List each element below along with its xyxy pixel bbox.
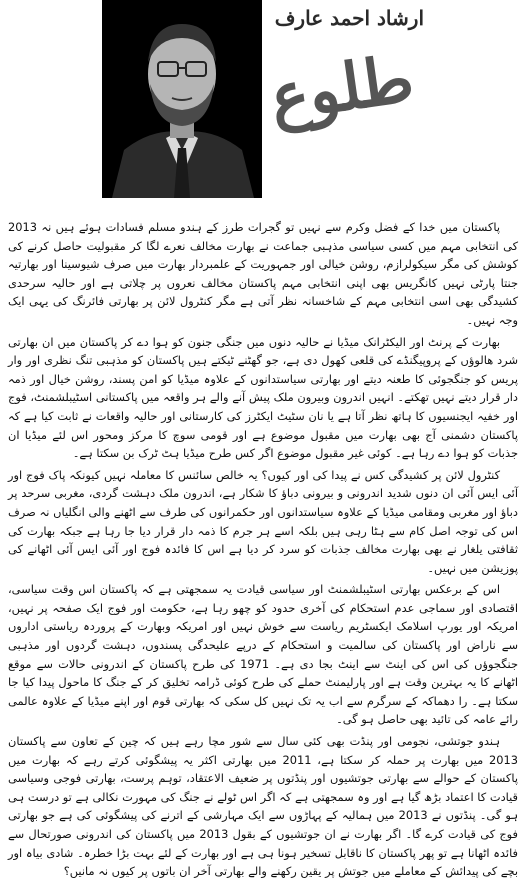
article-paragraph: پاکستان میں خدا کے فضل وکرم سے نہیں تو گجرات طرز کے ہندو مسلم فسادات ہوئے ہیں نہ 2013 کی انتخابی مہم میں کسی سیاسی مذہبی جماعت نے بھارت مخالف نعرے لگا کر مقبولیت حاصل کرنے کی کوشش کی مگر سیکولرازم، روشن خیالی اور جمہوریت کے علمبردار بھارت میں صرف شیوسینا اور بھارتیہ جنتا پارٹی نہیں کانگریس بھی اپنی انتخابی مہم پاکستان مخالف نعروں پر چلاتی ہے اور حالیہ سرحدی کشیدگی بھی اسی انتخابی مہم کے شاخسانہ نظر آتی ہے مگر کنٹرول لائن پر بھارتی فائرنگ کی یہی ایک وجہ نہیں۔ — [8, 220, 518, 327]
author-photo — [102, 0, 262, 198]
author-byline: ارشاد احمد عارف — [274, 6, 424, 30]
article-body — [8, 218, 518, 879]
article-paragraph: بھارت کے پرنٹ اور الیکٹرانک میڈیا نے حالیہ دنوں میں جنگی جنون کو ہوا دے کر پاکستان میں ان بھارتی شرد ھالوؤں کے پروپیگنڈے کی قلعی کھول دی ہے، جو گھٹنے ٹیکتے ہیں پاکستان کو مذہبی تنگ نظری اور وار پریس کو جنگجوئی کا طعنہ دیتے اور بھارتی سیاستدانوں کے علاوہ میڈیا کو امن پسند، روشن خیال اور ذمہ دار قرار دیتے نہیں تھکتے۔ انہیں اندرون وبیرون ملک پیش آنے والے ہر واقعہ میں پاکستانی اسٹیبلشمنٹ، فوج اور خفیہ ایجنسیوں کا ہاتھ نظر آتا ہے یا نان سٹیٹ ایکٹرز کی کارستانی اور حالیہ واقعات نے ثابت کیا ہے کہ پاکستان دشمنی آج بھی بھارت میں مقبول موضوع ہے اور قومی سوچ کا مرکز ومحور اس لئے میڈیا ان جذبات کو ہوا دے رہا ہے۔ کوئی غیر مقبول موضوع اگر کس طرح میڈیا ہٹ ٹرک بن سکتا ہے۔ — [8, 334, 518, 461]
article-paragraph: کنٹرول لائن پر کشیدگی کس نے پیدا کی اور کیوں؟ یہ خالص سائنس کا معاملہ نہیں کیونکہ پاک فوج اور آئی ایس آئی ان دنوں شدید اندرونی و بیرونی دباؤ کا شکار ہے، اندرون ملک دہشت گردی، مغربی سرحد پر دباؤ اور مغربی ومقامی میڈیا کے علاوہ سیاستدانوں اور حکمرانوں کی طرف سے اٹھنے والی انگلیاں نہ صرف اس کی توجہ اصل کام سے ہٹا رہی ہیں بلکہ اسے ہر جرم کا ذمہ دار قرار دیا جا رہا ہے جبکہ بھارت کی ثقافتی یلغار نے بھی بھارت مخالف جذبات کو سرد کر دیا ہے اس کا فائدہ فوج اور آئی ایس آئی اٹھانے کی پوزیشن میں نہیں۔ — [8, 467, 518, 575]
masthead — [262, 0, 430, 198]
article-paragraph: ہندو جوتشی، نجومی اور پنڈت بھی کئی سال سے شور مچا رہے ہیں کہ چین کے تعاون سے پاکستان 2013 میں بھارت پر حملہ کر سکتا ہے، 2011 میں بھارتی اکثر یہ پیشگوئی کرتے رہے کہ بھارت میں پاکستان کے حوالے سے بھارتی جوتشیوں اور پنڈتوں پر ضعیف الاعتقاد، توہم پرست، بھارتی فوجی وسیاسی قیادت کا اعتماد بڑھ گیا ہے اور وہ سمجھتی ہے کہ اگر اس ٹولے نے جنگ کی مہورت نکالی ہے تو درست ہی ہو گی۔ پنڈتوں نے 2013 میں ہمالیہ کے پہاڑوں سے ایک مہارشی کے اترنے کی پیشگوئی کی ہے جو بھارتی فوج کی قیادت کرے گا۔ اگر بھارت نے ان جوتشیوں کے بقول 2013 میں پاکستان کی اندرونی صورتحال سے فائدہ اٹھانا ہے تو پھر پاکستان کا ناقابل تسخیر ہونا ہی ہے اور بھارت کے لئے بہت بڑا خطرہ۔ شادی بیاہ اور بچے کی پیدائش کے معاملے میں جوتش پر یقین رکھنے والے بھارتی آخر ان باتوں پر کیوں نہ مانیں؟ — [8, 734, 518, 879]
article-paragraph: اس کے برعکس بھارتی اسٹیبلشمنٹ اور سیاسی قیادت یہ سمجھتی ہے کہ پاکستان اس وقت سیاسی، اقتصادی اور سماجی عدم استحکام کی آخری حدود کو چھو رہا ہے، حکومت اور فوج ایک صفحہ پر نہیں، امریکہ اور یورپ اسلامک ایکسٹریم ریاست سے خوش نہیں اور امریکہ وبھارت کے پروردہ ریاستی اداروں سے ناراض اور پاکستان کی سالمیت و استحکام کے درپے علیحدگی پسندوں، دہشت گردوں اور مذہبی جنگجوؤں کی اس کی اینٹ سے اینٹ بجا دی ہے۔ 1971 کی طرح پاکستان کے اندرونی حالات سے موقع اٹھانے کا یہ بہترین وقت ہے اور پارلیمنٹ حملے کی طرح کوئی ڈرامہ تخلیق کر کے جنگ کا ماحول پیدا کیا جا سکتا ہے۔ را دھماکہ کے سرگرم سے اب یہ تک نہیں کل سکی کہ بھارتی قوم اور اپنے میڈیا کے علاوہ عالمی رائے عامہ کی تائید بھی حاصل ہو گی۔ — [8, 582, 518, 727]
column-title: طلوع — [265, 41, 419, 136]
column-header — [0, 0, 526, 200]
